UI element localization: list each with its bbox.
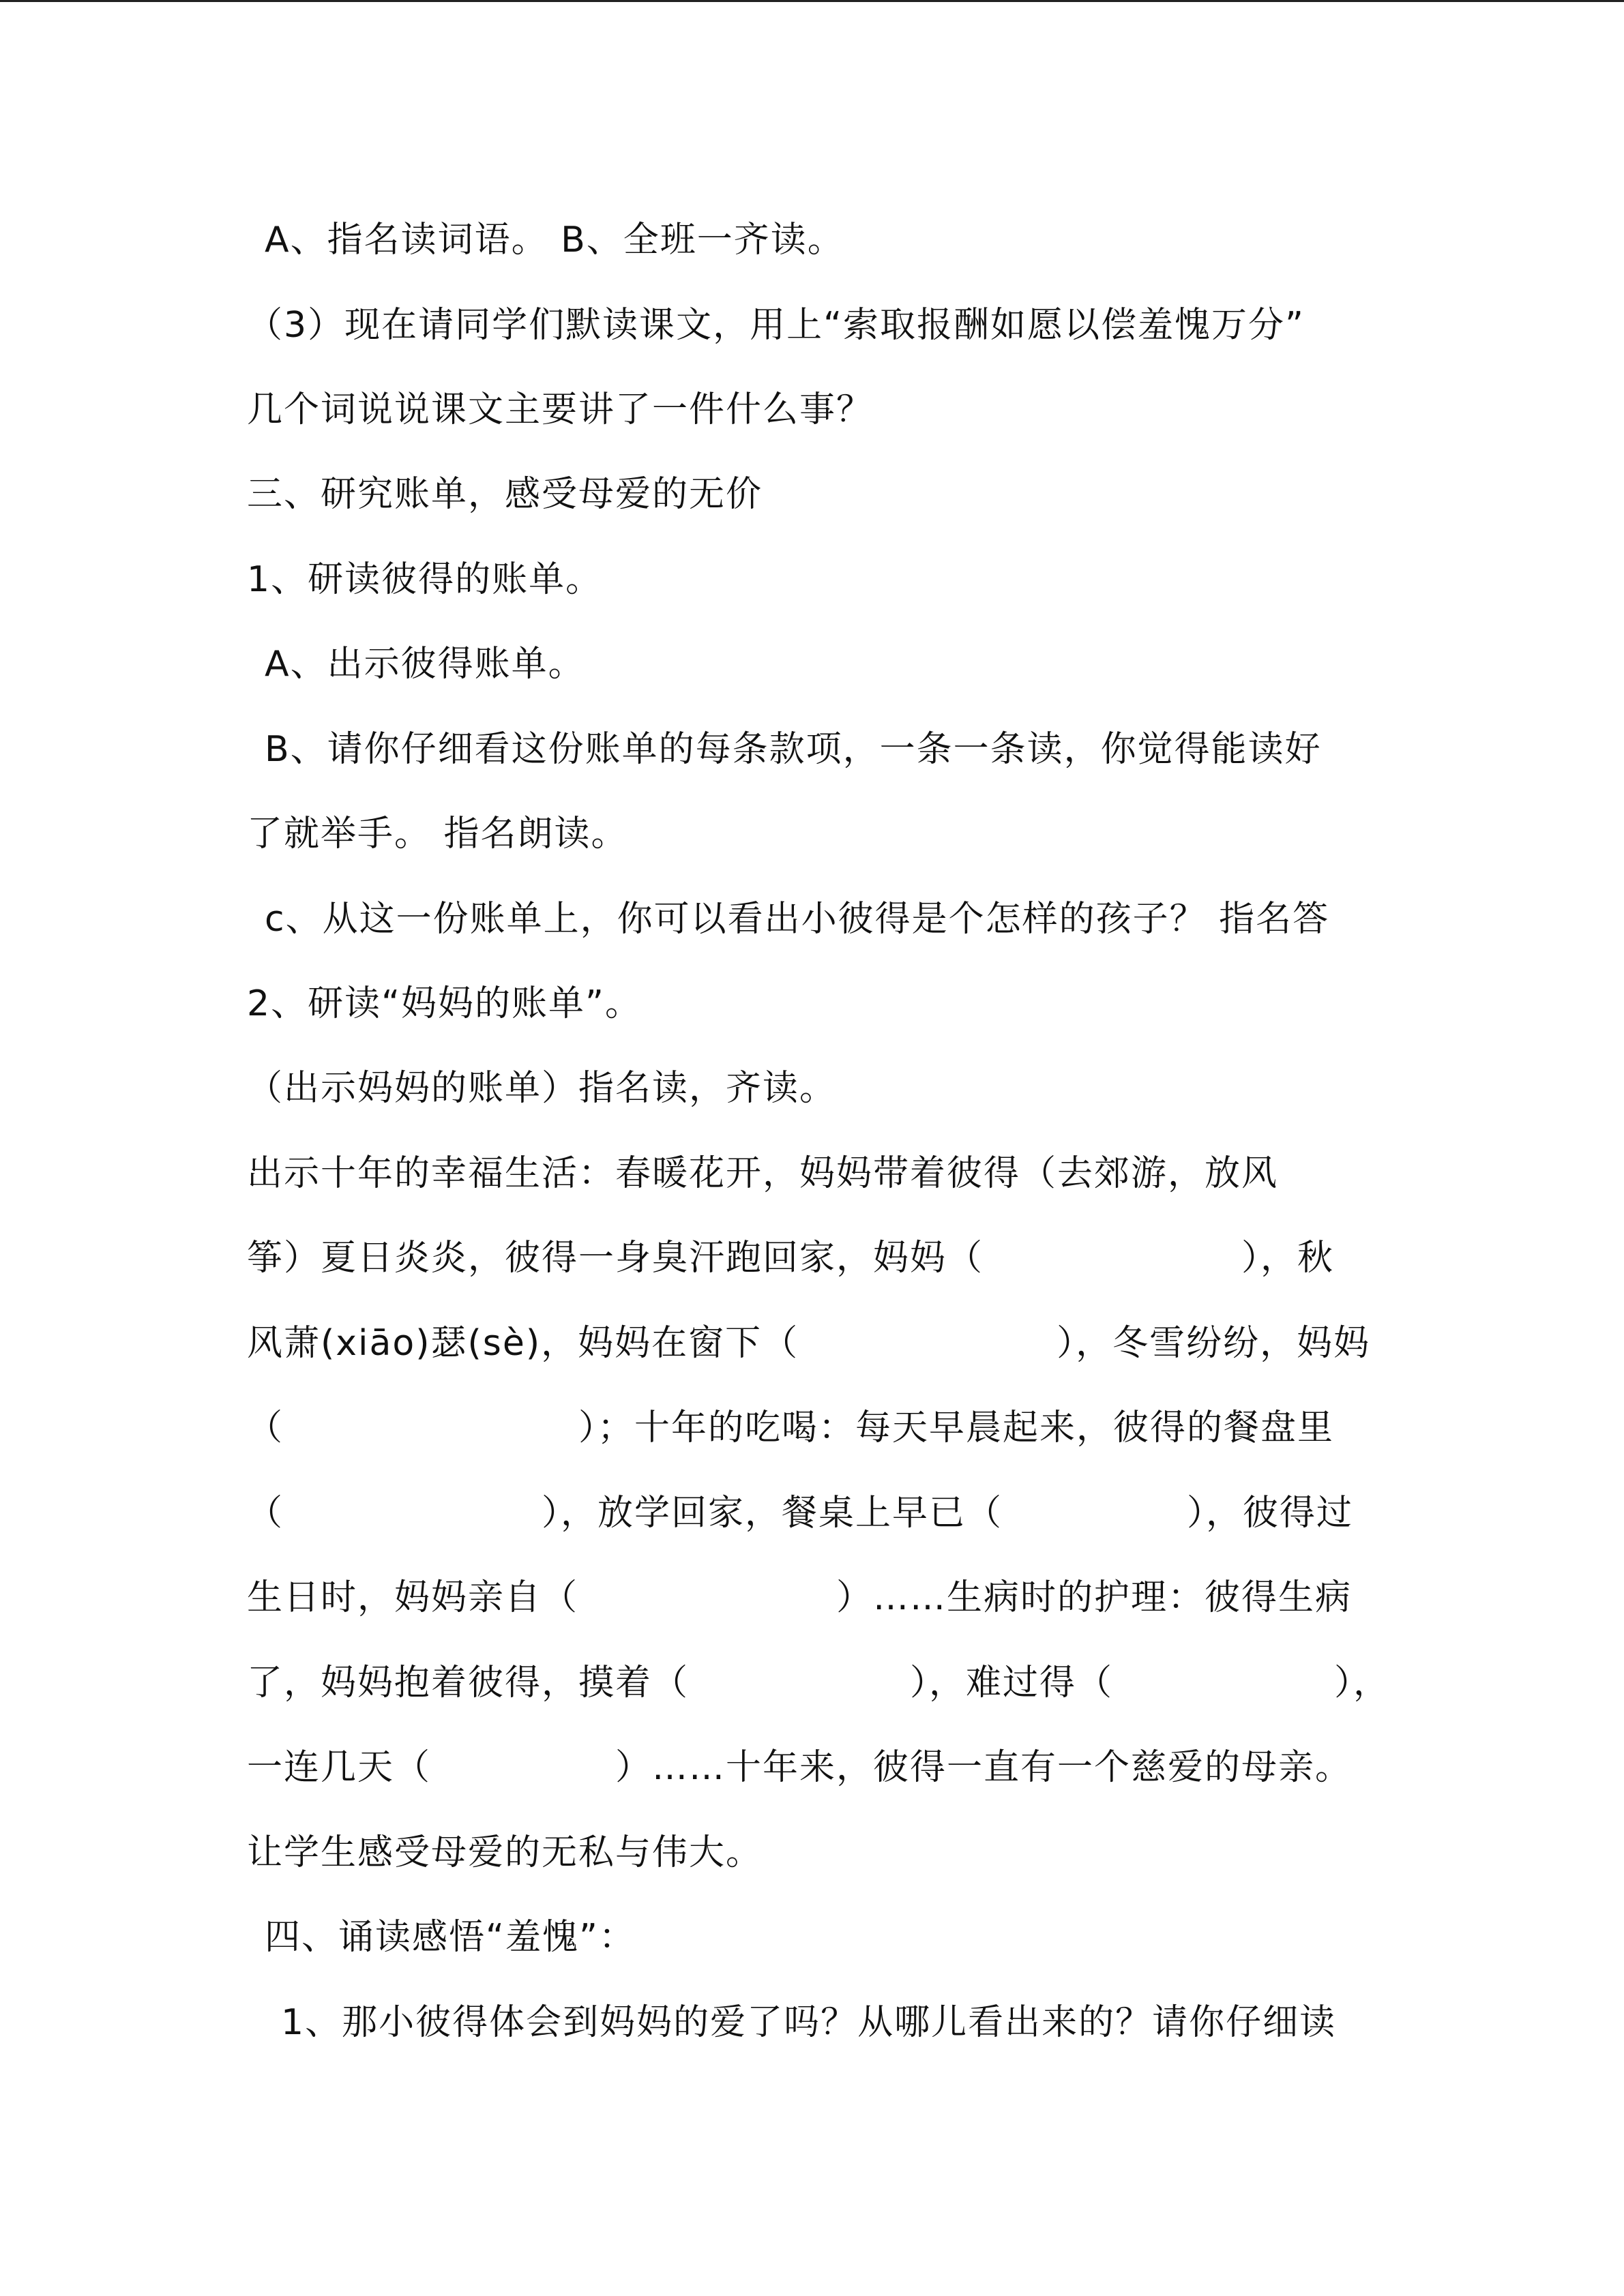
text-line: c、从这一份账单上，你可以看出小彼得是个怎样的孩子？ 指名答 [265,899,1330,940]
text-line: A、指名读词语。 B、全班一齐读。 [265,220,844,260]
text-line: A、出示彼得账单。 [265,644,585,685]
text-line: （3）现在请同学们默读课文，用上“索取报酬如愿以偿羞愧万分” [247,305,1305,346]
text-line: （ ）；十年的吃喝：每天早晨起来，彼得的餐盘里 [247,1407,1335,1448]
section-heading: 三、研究账单，感受母爱的无价 [247,474,763,515]
text-line: 1、那小彼得体会到妈妈的爱了吗？从哪儿看出来的？请你仔细读 [281,2002,1337,2043]
text-line: 让学生感受母爱的无私与伟大。 [247,1832,763,1873]
text-line: 了就举手。 指名朗读。 [247,814,628,854]
text-line: B、请你仔细看这份账单的每条款项，一条一条读，你觉得能读好 [265,729,1322,770]
text-line: 几个词说说课文主要讲了一件什么事？ [247,389,874,430]
text-line: 一连几天（ ）……十年来，彼得一直有一个慈爱的母亲。 [247,1747,1353,1788]
text-line: （ ），放学回家，餐桌上早已（ ），彼得过 [247,1493,1354,1534]
text-line: 出示十年的幸福生活：春暖花开，妈妈带着彼得（去郊游，放风 [247,1153,1279,1194]
text-line: 风萧(xiāo)瑟(sè)，妈妈在窗下（ ），冬雪纷纷，妈妈 [247,1323,1371,1364]
text-line: 1、研读彼得的账单。 [247,559,603,600]
text-line: 筝）夏日炎炎，彼得一身臭汗跑回家，妈妈（ ），秋 [247,1238,1335,1279]
text-line: 了，妈妈抱着彼得，摸着（ ），难过得（ ）， [247,1663,1391,1703]
text-line: （出示妈妈的账单）指名读，齐读。 [247,1068,837,1109]
section-heading: 四、诵读感悟“羞愧”： [265,1917,636,1958]
text-line: 2、研读“妈妈的账单”。 [247,983,642,1024]
text-line: 生日时，妈妈亲自（ ）……生病时的护理：彼得生病 [247,1577,1353,1618]
